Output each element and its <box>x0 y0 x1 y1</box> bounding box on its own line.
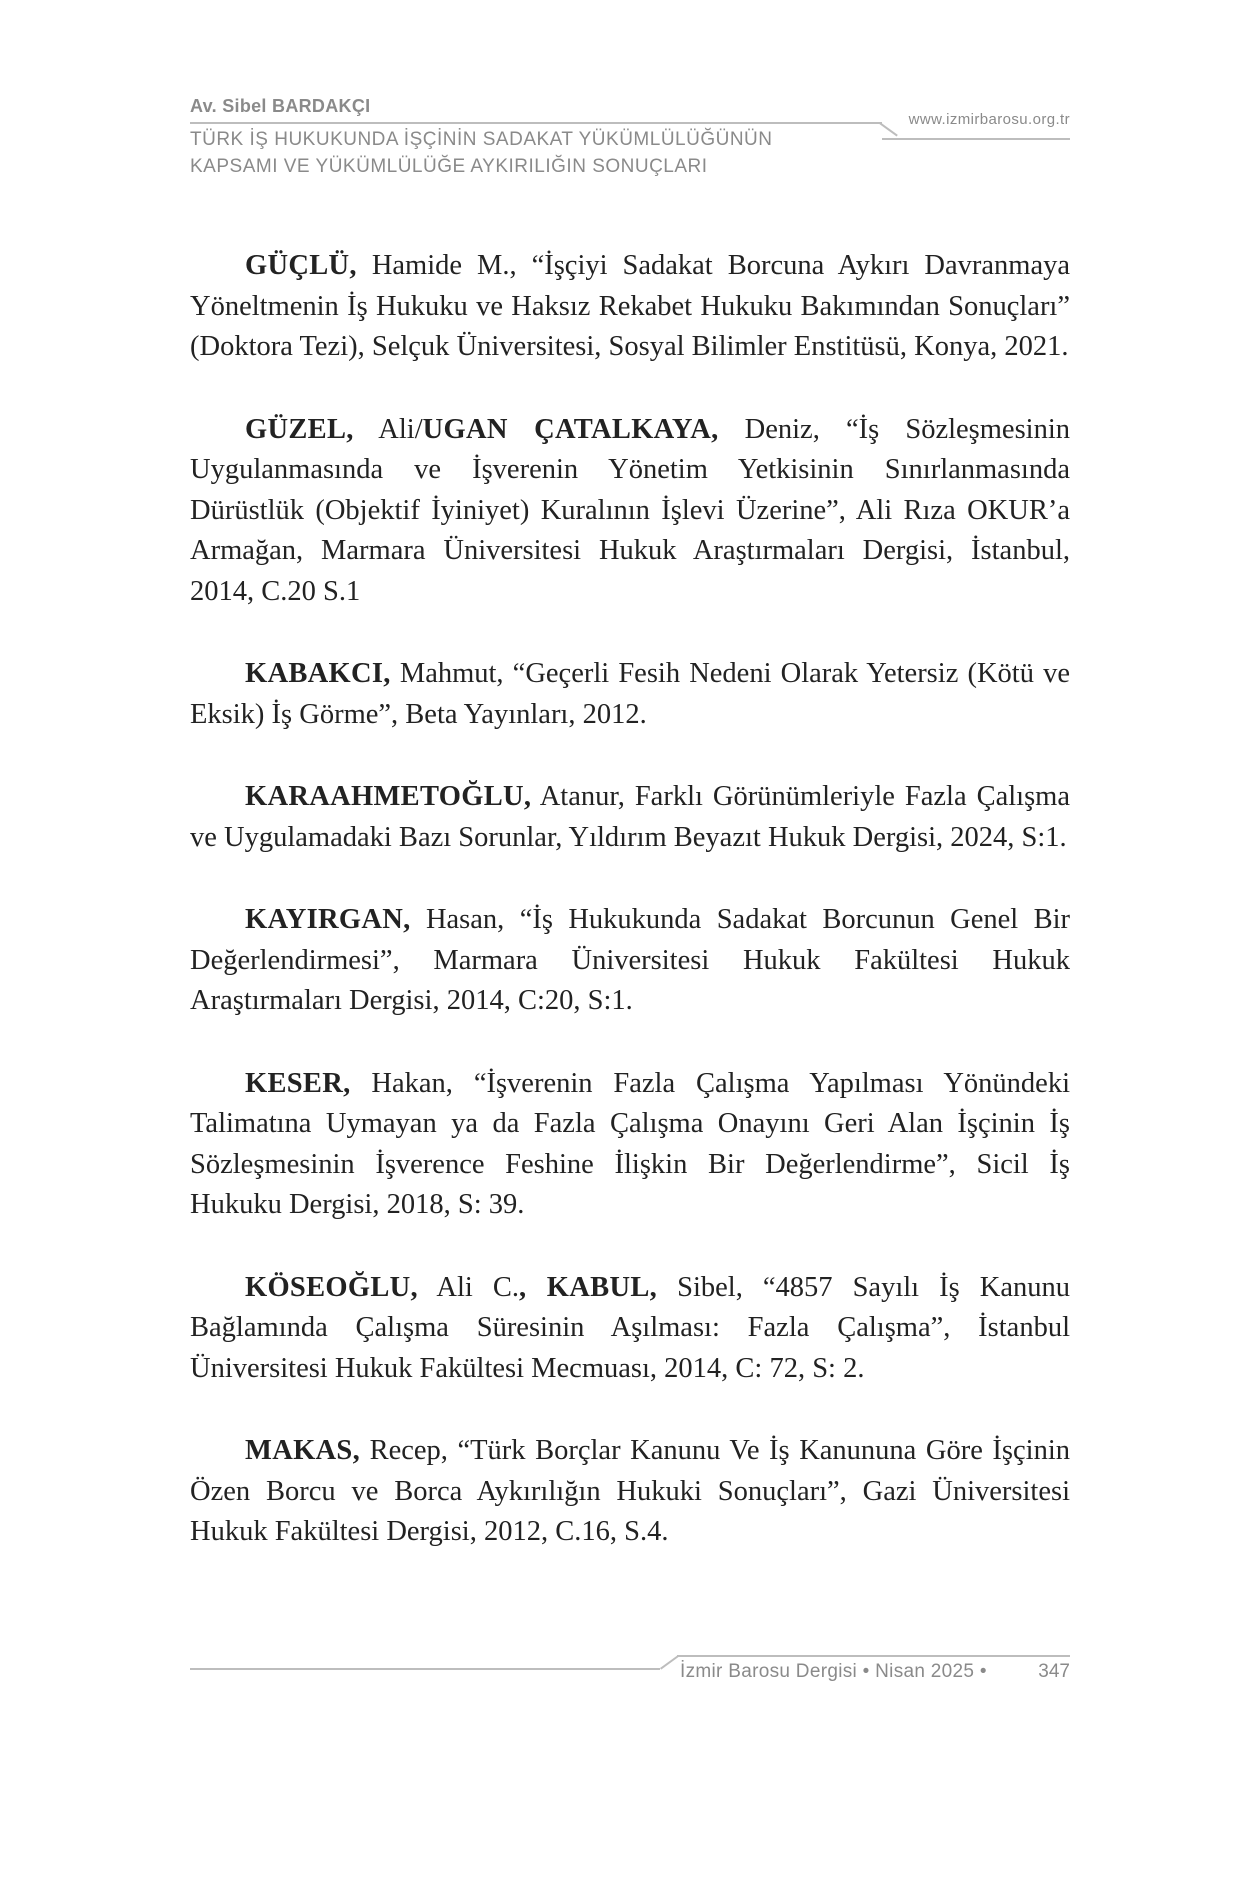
reference-text: Ali/ <box>353 413 423 445</box>
header-divider-slant <box>879 122 898 137</box>
reference-author: UGAN ÇATALKAYA, <box>422 413 719 445</box>
header-website: www.izmirbarosu.org.tr <box>908 111 1070 128</box>
header-divider-right <box>882 138 1070 140</box>
footer-divider-slant <box>660 1655 679 1670</box>
reference-text: Atanur, Farklı Görünümleriyle Fazla Çalışma ve Uygulamadaki Bazı Sorunlar, Yıldırım Beyazıt Hukuk Dergisi, 2024, S:1. <box>190 781 1070 853</box>
header-article-title <box>190 126 773 180</box>
reference-entry <box>190 410 1070 613</box>
reference-author: KESER, <box>245 1067 351 1099</box>
footer-divider <box>190 1668 660 1670</box>
reference-entry <box>190 777 1070 858</box>
footer-divider-right <box>677 1655 1070 1657</box>
reference-text: Ali C. <box>417 1271 520 1303</box>
reference-author: , KABUL, <box>519 1271 658 1303</box>
reference-text: Sibel, “4857 Sayılı İş Kanunu Bağlamında Çalışma Süresinin Aşılması: Fazla Çalışma”, İstanbul Üniversitesi Hukuk Fakültesi Mecmuası, 2014, C: 72, S: 2. <box>190 1271 1070 1384</box>
reference-author: KÖSEOĞLU, <box>245 1271 418 1303</box>
bibliography <box>190 246 1070 1595</box>
reference-entry <box>190 654 1070 735</box>
header-title-line-1: TÜRK İŞ HUKUKUNDA İŞÇİNİN SADAKAT YÜKÜMLÜLÜĞÜNÜN <box>190 129 773 150</box>
reference-text: Recep, “Türk Borçlar Kanunu Ve İş Kanununa Göre İşçinin Özen Borcu ve Borca Aykırılığın Hukuki Sonuçları”, Gazi Üniversitesi Hukuk Fakültesi Dergisi, 2012, C.16, S.4. <box>190 1435 1070 1547</box>
reference-text: Hakan, “İşverenin Fazla Çalışma Yapılması Yönündeki Talimatına Uymayan ya da Fazla Çalışma Onayını Geri Alan İşçinin İş Sözleşmesinin İşverence Feshine İlişkin Bir Değerlendirme”, Sicil İş Hukuku Dergisi, 2018, S: 39. <box>190 1067 1070 1220</box>
reference-text: Deniz, “İş Sözleşmesinin Uygulanmasında ve İşverenin Yönetim Yetkisinin Sınırlanmasında Dürüstlük (Objektif İyiniyet) Kuralının İşlevi Üzerine”, Ali Rıza OKUR’a Armağan, Marmara Üniversitesi Hukuk Araştırmaları Dergisi, İstanbul, 2014, C.20 S.1 <box>190 413 1070 607</box>
reference-author: GÜÇLÜ, <box>245 250 357 281</box>
reference-author: KARAAHMETOĞLU, <box>245 781 532 812</box>
header-divider <box>190 122 882 124</box>
reference-author: KAYIRGAN, <box>245 904 411 935</box>
header-title-line-2: KAPSAMI VE YÜKÜMLÜLÜĞE AYKIRILIĞIN SONUÇLARI <box>190 156 708 177</box>
reference-text: Hamide M., “İşçiyi Sadakat Borcuna Aykırı Davranmaya Yöneltmenin İş Hukuku ve Haksız Rekabet Hukuku Bakımından Sonuçları” (Doktora Tezi), Selçuk Üniversitesi, Sosyal Bilimler Enstitüsü, Konya, 2021. <box>190 250 1070 362</box>
reference-text: Mahmut, “Geçerli Fesih Nedeni Olarak Yetersiz (Kötü ve Eksik) İş Görme”, Beta Yayınları, 2012. <box>190 658 1070 730</box>
page-number: 347 <box>1038 1661 1070 1682</box>
header-author: Av. Sibel BARDAKÇI <box>190 96 371 116</box>
reference-entry <box>190 246 1070 368</box>
reference-entry <box>190 900 1070 1022</box>
reference-text: Hasan, “İş Hukukunda Sadakat Borcunun Genel Bir Değerlendirmesi”, Marmara Üniversitesi Hukuk Fakültesi Hukuk Araştırmaları Dergisi, 2014, C:20, S:1. <box>190 904 1070 1016</box>
reference-entry <box>190 1064 1070 1226</box>
reference-entry <box>190 1431 1070 1553</box>
reference-entry <box>190 1268 1070 1390</box>
footer-journal: İzmir Barosu Dergisi • Nisan 2025 • <box>680 1661 987 1682</box>
reference-author: MAKAS, <box>245 1435 361 1466</box>
reference-author: GÜZEL, <box>245 413 354 445</box>
reference-author: KABAKCI, <box>245 658 391 689</box>
